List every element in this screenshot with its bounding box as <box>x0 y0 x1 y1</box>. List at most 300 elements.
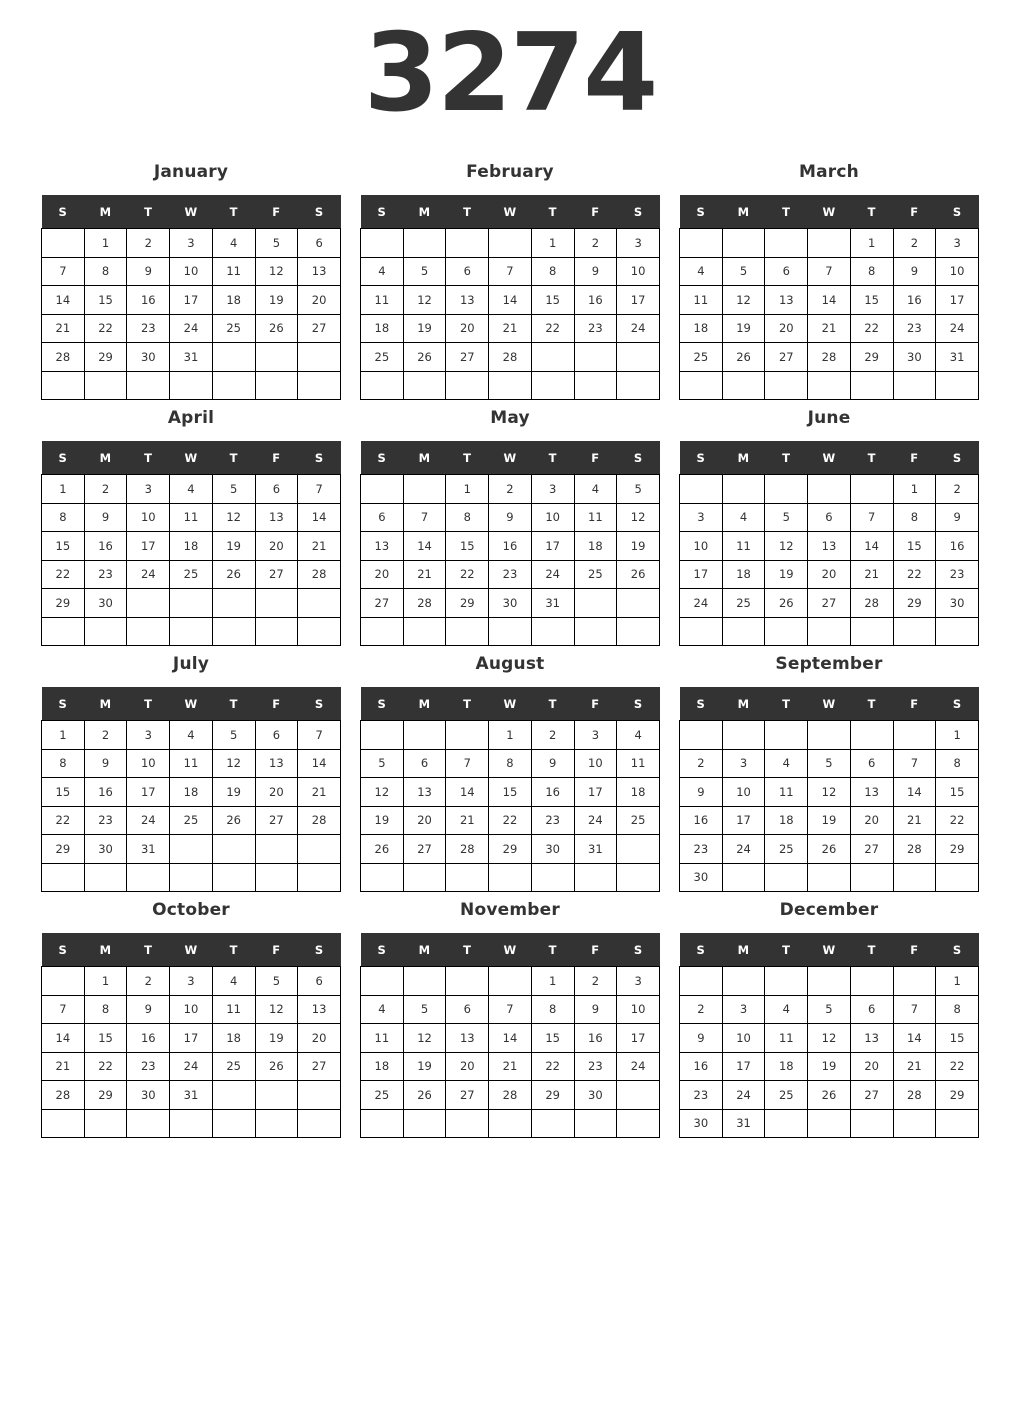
day-cell[interactable]: 3 <box>936 229 979 258</box>
day-cell[interactable]: 25 <box>212 314 255 343</box>
day-cell[interactable]: 15 <box>936 1024 979 1053</box>
day-cell[interactable]: 3 <box>680 503 723 532</box>
day-cell[interactable]: 30 <box>127 1081 170 1110</box>
day-cell[interactable]: 13 <box>765 286 808 315</box>
day-cell[interactable]: 19 <box>403 1052 446 1081</box>
day-cell[interactable]: 19 <box>255 1024 298 1053</box>
day-cell[interactable]: 8 <box>446 503 489 532</box>
day-cell[interactable]: 23 <box>127 314 170 343</box>
day-cell[interactable]: 7 <box>42 995 85 1024</box>
day-cell[interactable]: 7 <box>446 749 489 778</box>
day-cell[interactable]: 25 <box>361 343 404 372</box>
day-cell[interactable]: 4 <box>722 503 765 532</box>
day-cell[interactable]: 30 <box>574 1081 617 1110</box>
day-cell[interactable]: 4 <box>680 257 723 286</box>
day-cell[interactable]: 2 <box>84 721 127 750</box>
day-cell[interactable]: 24 <box>936 314 979 343</box>
day-cell[interactable]: 21 <box>893 1052 936 1081</box>
day-cell[interactable]: 24 <box>680 589 723 618</box>
day-cell[interactable]: 9 <box>127 995 170 1024</box>
day-cell[interactable]: 25 <box>680 343 723 372</box>
day-cell[interactable]: 18 <box>680 314 723 343</box>
day-cell[interactable]: 22 <box>446 560 489 589</box>
day-cell[interactable]: 20 <box>446 1052 489 1081</box>
day-cell[interactable]: 27 <box>446 1081 489 1110</box>
day-cell[interactable]: 19 <box>617 532 660 561</box>
day-cell[interactable]: 6 <box>808 503 851 532</box>
day-cell[interactable]: 12 <box>403 1024 446 1053</box>
day-cell[interactable]: 23 <box>531 806 574 835</box>
day-cell[interactable]: 8 <box>84 257 127 286</box>
day-cell[interactable]: 29 <box>489 835 532 864</box>
day-cell[interactable]: 19 <box>722 314 765 343</box>
day-cell[interactable]: 27 <box>298 314 341 343</box>
day-cell[interactable]: 13 <box>255 503 298 532</box>
day-cell[interactable]: 4 <box>574 475 617 504</box>
day-cell[interactable]: 16 <box>127 1024 170 1053</box>
day-cell[interactable]: 27 <box>446 343 489 372</box>
day-cell[interactable]: 17 <box>680 560 723 589</box>
day-cell[interactable]: 22 <box>936 806 979 835</box>
day-cell[interactable]: 30 <box>531 835 574 864</box>
day-cell[interactable]: 4 <box>361 995 404 1024</box>
day-cell[interactable]: 27 <box>850 835 893 864</box>
day-cell[interactable]: 18 <box>212 286 255 315</box>
day-cell[interactable]: 13 <box>361 532 404 561</box>
day-cell[interactable]: 27 <box>403 835 446 864</box>
day-cell[interactable]: 31 <box>170 1081 213 1110</box>
day-cell[interactable]: 15 <box>84 286 127 315</box>
day-cell[interactable]: 31 <box>936 343 979 372</box>
day-cell[interactable]: 5 <box>808 749 851 778</box>
day-cell[interactable]: 5 <box>403 995 446 1024</box>
day-cell[interactable]: 14 <box>298 503 341 532</box>
day-cell[interactable]: 24 <box>127 806 170 835</box>
day-cell[interactable]: 11 <box>170 503 213 532</box>
day-cell[interactable]: 16 <box>893 286 936 315</box>
day-cell[interactable]: 19 <box>255 286 298 315</box>
day-cell[interactable]: 18 <box>765 806 808 835</box>
day-cell[interactable]: 2 <box>127 967 170 996</box>
day-cell[interactable]: 2 <box>84 475 127 504</box>
day-cell[interactable]: 4 <box>617 721 660 750</box>
day-cell[interactable]: 20 <box>808 560 851 589</box>
day-cell[interactable]: 3 <box>531 475 574 504</box>
day-cell[interactable]: 19 <box>403 314 446 343</box>
day-cell[interactable]: 26 <box>765 589 808 618</box>
day-cell[interactable]: 28 <box>403 589 446 618</box>
day-cell[interactable]: 17 <box>617 1024 660 1053</box>
day-cell[interactable]: 10 <box>127 503 170 532</box>
day-cell[interactable]: 17 <box>170 1024 213 1053</box>
day-cell[interactable]: 26 <box>403 1081 446 1110</box>
day-cell[interactable]: 14 <box>446 778 489 807</box>
day-cell[interactable]: 25 <box>170 560 213 589</box>
day-cell[interactable]: 10 <box>722 778 765 807</box>
day-cell[interactable]: 26 <box>722 343 765 372</box>
day-cell[interactable]: 28 <box>489 1081 532 1110</box>
day-cell[interactable]: 10 <box>170 995 213 1024</box>
day-cell[interactable]: 16 <box>84 778 127 807</box>
day-cell[interactable]: 30 <box>936 589 979 618</box>
day-cell[interactable]: 11 <box>361 1024 404 1053</box>
day-cell[interactable]: 25 <box>170 806 213 835</box>
day-cell[interactable]: 25 <box>617 806 660 835</box>
day-cell[interactable]: 3 <box>574 721 617 750</box>
day-cell[interactable]: 21 <box>42 1052 85 1081</box>
day-cell[interactable]: 23 <box>893 314 936 343</box>
day-cell[interactable]: 11 <box>574 503 617 532</box>
day-cell[interactable]: 30 <box>680 863 723 892</box>
day-cell[interactable]: 1 <box>531 967 574 996</box>
day-cell[interactable]: 20 <box>298 286 341 315</box>
day-cell[interactable]: 21 <box>489 1052 532 1081</box>
day-cell[interactable]: 9 <box>84 503 127 532</box>
day-cell[interactable]: 9 <box>489 503 532 532</box>
day-cell[interactable]: 2 <box>574 229 617 258</box>
day-cell[interactable]: 8 <box>936 995 979 1024</box>
day-cell[interactable]: 20 <box>850 806 893 835</box>
day-cell[interactable]: 28 <box>893 1081 936 1110</box>
day-cell[interactable]: 9 <box>574 257 617 286</box>
day-cell[interactable]: 4 <box>170 475 213 504</box>
day-cell[interactable]: 22 <box>42 560 85 589</box>
day-cell[interactable]: 28 <box>42 1081 85 1110</box>
day-cell[interactable]: 13 <box>298 257 341 286</box>
day-cell[interactable]: 9 <box>84 749 127 778</box>
day-cell[interactable]: 27 <box>765 343 808 372</box>
day-cell[interactable]: 1 <box>42 475 85 504</box>
day-cell[interactable]: 3 <box>170 967 213 996</box>
day-cell[interactable]: 30 <box>127 343 170 372</box>
day-cell[interactable]: 3 <box>127 475 170 504</box>
day-cell[interactable]: 10 <box>531 503 574 532</box>
day-cell[interactable]: 12 <box>722 286 765 315</box>
day-cell[interactable]: 24 <box>722 835 765 864</box>
day-cell[interactable]: 22 <box>531 314 574 343</box>
day-cell[interactable]: 14 <box>42 1024 85 1053</box>
day-cell[interactable]: 27 <box>361 589 404 618</box>
day-cell[interactable]: 17 <box>127 532 170 561</box>
day-cell[interactable]: 23 <box>489 560 532 589</box>
day-cell[interactable]: 21 <box>403 560 446 589</box>
day-cell[interactable]: 5 <box>722 257 765 286</box>
day-cell[interactable]: 11 <box>765 1024 808 1053</box>
day-cell[interactable]: 5 <box>617 475 660 504</box>
day-cell[interactable]: 6 <box>850 995 893 1024</box>
day-cell[interactable]: 15 <box>936 778 979 807</box>
day-cell[interactable]: 22 <box>531 1052 574 1081</box>
day-cell[interactable]: 18 <box>722 560 765 589</box>
day-cell[interactable]: 22 <box>84 1052 127 1081</box>
day-cell[interactable]: 7 <box>893 995 936 1024</box>
day-cell[interactable]: 27 <box>298 1052 341 1081</box>
day-cell[interactable]: 1 <box>850 229 893 258</box>
day-cell[interactable]: 28 <box>42 343 85 372</box>
day-cell[interactable]: 1 <box>936 967 979 996</box>
day-cell[interactable]: 11 <box>212 257 255 286</box>
day-cell[interactable]: 8 <box>936 749 979 778</box>
day-cell[interactable]: 8 <box>893 503 936 532</box>
day-cell[interactable]: 20 <box>361 560 404 589</box>
day-cell[interactable]: 28 <box>808 343 851 372</box>
day-cell[interactable]: 21 <box>808 314 851 343</box>
day-cell[interactable]: 9 <box>127 257 170 286</box>
day-cell[interactable]: 26 <box>212 560 255 589</box>
day-cell[interactable]: 26 <box>255 1052 298 1081</box>
day-cell[interactable]: 26 <box>212 806 255 835</box>
day-cell[interactable]: 20 <box>298 1024 341 1053</box>
day-cell[interactable]: 29 <box>446 589 489 618</box>
day-cell[interactable]: 1 <box>936 721 979 750</box>
day-cell[interactable]: 2 <box>489 475 532 504</box>
day-cell[interactable]: 14 <box>893 1024 936 1053</box>
day-cell[interactable]: 14 <box>298 749 341 778</box>
day-cell[interactable]: 10 <box>680 532 723 561</box>
day-cell[interactable]: 28 <box>489 343 532 372</box>
day-cell[interactable]: 28 <box>893 835 936 864</box>
day-cell[interactable]: 19 <box>765 560 808 589</box>
day-cell[interactable]: 13 <box>850 778 893 807</box>
day-cell[interactable]: 4 <box>765 995 808 1024</box>
day-cell[interactable]: 18 <box>617 778 660 807</box>
day-cell[interactable]: 16 <box>489 532 532 561</box>
day-cell[interactable]: 8 <box>42 503 85 532</box>
day-cell[interactable]: 1 <box>893 475 936 504</box>
day-cell[interactable]: 4 <box>765 749 808 778</box>
day-cell[interactable]: 6 <box>255 475 298 504</box>
day-cell[interactable]: 15 <box>850 286 893 315</box>
day-cell[interactable]: 9 <box>936 503 979 532</box>
day-cell[interactable]: 29 <box>84 343 127 372</box>
day-cell[interactable]: 20 <box>403 806 446 835</box>
day-cell[interactable]: 5 <box>361 749 404 778</box>
day-cell[interactable]: 28 <box>298 806 341 835</box>
day-cell[interactable]: 29 <box>936 1081 979 1110</box>
day-cell[interactable]: 22 <box>489 806 532 835</box>
day-cell[interactable]: 2 <box>893 229 936 258</box>
day-cell[interactable]: 1 <box>84 229 127 258</box>
day-cell[interactable]: 27 <box>808 589 851 618</box>
day-cell[interactable]: 5 <box>808 995 851 1024</box>
day-cell[interactable]: 6 <box>446 995 489 1024</box>
day-cell[interactable]: 17 <box>936 286 979 315</box>
day-cell[interactable]: 3 <box>722 995 765 1024</box>
day-cell[interactable]: 17 <box>617 286 660 315</box>
day-cell[interactable]: 25 <box>361 1081 404 1110</box>
day-cell[interactable]: 21 <box>446 806 489 835</box>
day-cell[interactable]: 13 <box>446 1024 489 1053</box>
day-cell[interactable]: 4 <box>212 967 255 996</box>
day-cell[interactable]: 18 <box>361 314 404 343</box>
day-cell[interactable]: 17 <box>574 778 617 807</box>
day-cell[interactable]: 27 <box>255 560 298 589</box>
day-cell[interactable]: 1 <box>42 721 85 750</box>
day-cell[interactable]: 6 <box>298 967 341 996</box>
day-cell[interactable]: 16 <box>574 286 617 315</box>
day-cell[interactable]: 5 <box>403 257 446 286</box>
day-cell[interactable]: 31 <box>574 835 617 864</box>
day-cell[interactable]: 30 <box>893 343 936 372</box>
day-cell[interactable]: 20 <box>765 314 808 343</box>
day-cell[interactable]: 21 <box>893 806 936 835</box>
day-cell[interactable]: 9 <box>574 995 617 1024</box>
day-cell[interactable]: 9 <box>531 749 574 778</box>
day-cell[interactable]: 28 <box>850 589 893 618</box>
day-cell[interactable]: 21 <box>850 560 893 589</box>
day-cell[interactable]: 17 <box>127 778 170 807</box>
day-cell[interactable]: 21 <box>489 314 532 343</box>
day-cell[interactable]: 7 <box>850 503 893 532</box>
day-cell[interactable]: 11 <box>765 778 808 807</box>
day-cell[interactable]: 1 <box>531 229 574 258</box>
day-cell[interactable]: 12 <box>617 503 660 532</box>
day-cell[interactable]: 22 <box>850 314 893 343</box>
day-cell[interactable]: 16 <box>84 532 127 561</box>
day-cell[interactable]: 23 <box>127 1052 170 1081</box>
day-cell[interactable]: 10 <box>127 749 170 778</box>
day-cell[interactable]: 16 <box>680 806 723 835</box>
day-cell[interactable]: 18 <box>765 1052 808 1081</box>
day-cell[interactable]: 30 <box>680 1109 723 1138</box>
day-cell[interactable]: 7 <box>808 257 851 286</box>
day-cell[interactable]: 14 <box>403 532 446 561</box>
day-cell[interactable]: 14 <box>489 1024 532 1053</box>
day-cell[interactable]: 14 <box>850 532 893 561</box>
day-cell[interactable]: 19 <box>212 532 255 561</box>
day-cell[interactable]: 28 <box>446 835 489 864</box>
day-cell[interactable]: 7 <box>893 749 936 778</box>
day-cell[interactable]: 1 <box>84 967 127 996</box>
day-cell[interactable]: 17 <box>722 1052 765 1081</box>
day-cell[interactable]: 23 <box>574 314 617 343</box>
day-cell[interactable]: 19 <box>808 1052 851 1081</box>
day-cell[interactable]: 26 <box>361 835 404 864</box>
day-cell[interactable]: 31 <box>531 589 574 618</box>
day-cell[interactable]: 5 <box>255 229 298 258</box>
day-cell[interactable]: 4 <box>212 229 255 258</box>
day-cell[interactable]: 3 <box>170 229 213 258</box>
day-cell[interactable]: 11 <box>212 995 255 1024</box>
day-cell[interactable]: 24 <box>170 314 213 343</box>
day-cell[interactable]: 25 <box>765 1081 808 1110</box>
day-cell[interactable]: 8 <box>489 749 532 778</box>
day-cell[interactable]: 20 <box>255 532 298 561</box>
day-cell[interactable]: 29 <box>893 589 936 618</box>
day-cell[interactable]: 16 <box>680 1052 723 1081</box>
day-cell[interactable]: 15 <box>489 778 532 807</box>
day-cell[interactable]: 17 <box>531 532 574 561</box>
day-cell[interactable]: 23 <box>680 835 723 864</box>
day-cell[interactable]: 7 <box>298 721 341 750</box>
day-cell[interactable]: 25 <box>722 589 765 618</box>
day-cell[interactable]: 7 <box>489 995 532 1024</box>
day-cell[interactable]: 11 <box>722 532 765 561</box>
day-cell[interactable]: 9 <box>680 1024 723 1053</box>
day-cell[interactable]: 5 <box>255 967 298 996</box>
day-cell[interactable]: 30 <box>489 589 532 618</box>
day-cell[interactable]: 23 <box>680 1081 723 1110</box>
day-cell[interactable]: 16 <box>936 532 979 561</box>
day-cell[interactable]: 7 <box>42 257 85 286</box>
day-cell[interactable]: 3 <box>127 721 170 750</box>
day-cell[interactable]: 14 <box>893 778 936 807</box>
day-cell[interactable]: 3 <box>617 229 660 258</box>
day-cell[interactable]: 12 <box>808 1024 851 1053</box>
day-cell[interactable]: 15 <box>446 532 489 561</box>
day-cell[interactable]: 29 <box>936 835 979 864</box>
day-cell[interactable]: 12 <box>212 749 255 778</box>
day-cell[interactable]: 24 <box>170 1052 213 1081</box>
day-cell[interactable]: 2 <box>531 721 574 750</box>
day-cell[interactable]: 6 <box>255 721 298 750</box>
day-cell[interactable]: 10 <box>936 257 979 286</box>
day-cell[interactable]: 9 <box>680 778 723 807</box>
day-cell[interactable]: 31 <box>722 1109 765 1138</box>
day-cell[interactable]: 18 <box>170 778 213 807</box>
day-cell[interactable]: 23 <box>84 560 127 589</box>
day-cell[interactable]: 30 <box>84 835 127 864</box>
day-cell[interactable]: 16 <box>574 1024 617 1053</box>
day-cell[interactable]: 20 <box>446 314 489 343</box>
day-cell[interactable]: 29 <box>42 835 85 864</box>
day-cell[interactable]: 14 <box>489 286 532 315</box>
day-cell[interactable]: 2 <box>127 229 170 258</box>
day-cell[interactable]: 23 <box>574 1052 617 1081</box>
day-cell[interactable]: 15 <box>531 1024 574 1053</box>
day-cell[interactable]: 8 <box>531 995 574 1024</box>
day-cell[interactable]: 25 <box>212 1052 255 1081</box>
day-cell[interactable]: 29 <box>850 343 893 372</box>
day-cell[interactable]: 15 <box>893 532 936 561</box>
day-cell[interactable]: 8 <box>531 257 574 286</box>
day-cell[interactable]: 4 <box>170 721 213 750</box>
day-cell[interactable]: 8 <box>84 995 127 1024</box>
day-cell[interactable]: 22 <box>893 560 936 589</box>
day-cell[interactable]: 28 <box>298 560 341 589</box>
day-cell[interactable]: 6 <box>765 257 808 286</box>
day-cell[interactable]: 31 <box>127 835 170 864</box>
day-cell[interactable]: 21 <box>42 314 85 343</box>
day-cell[interactable]: 11 <box>680 286 723 315</box>
day-cell[interactable]: 27 <box>255 806 298 835</box>
day-cell[interactable]: 25 <box>765 835 808 864</box>
day-cell[interactable]: 26 <box>617 560 660 589</box>
day-cell[interactable]: 14 <box>808 286 851 315</box>
day-cell[interactable]: 24 <box>531 560 574 589</box>
day-cell[interactable]: 3 <box>617 967 660 996</box>
day-cell[interactable]: 30 <box>84 589 127 618</box>
day-cell[interactable]: 9 <box>893 257 936 286</box>
day-cell[interactable]: 13 <box>808 532 851 561</box>
day-cell[interactable]: 6 <box>446 257 489 286</box>
day-cell[interactable]: 12 <box>808 778 851 807</box>
day-cell[interactable]: 10 <box>170 257 213 286</box>
day-cell[interactable]: 12 <box>212 503 255 532</box>
day-cell[interactable]: 20 <box>850 1052 893 1081</box>
day-cell[interactable]: 11 <box>170 749 213 778</box>
day-cell[interactable]: 7 <box>489 257 532 286</box>
day-cell[interactable]: 5 <box>212 475 255 504</box>
day-cell[interactable]: 22 <box>42 806 85 835</box>
day-cell[interactable]: 15 <box>84 1024 127 1053</box>
day-cell[interactable]: 2 <box>680 749 723 778</box>
day-cell[interactable]: 1 <box>446 475 489 504</box>
day-cell[interactable]: 26 <box>808 1081 851 1110</box>
day-cell[interactable]: 24 <box>574 806 617 835</box>
day-cell[interactable]: 14 <box>42 286 85 315</box>
day-cell[interactable]: 19 <box>361 806 404 835</box>
